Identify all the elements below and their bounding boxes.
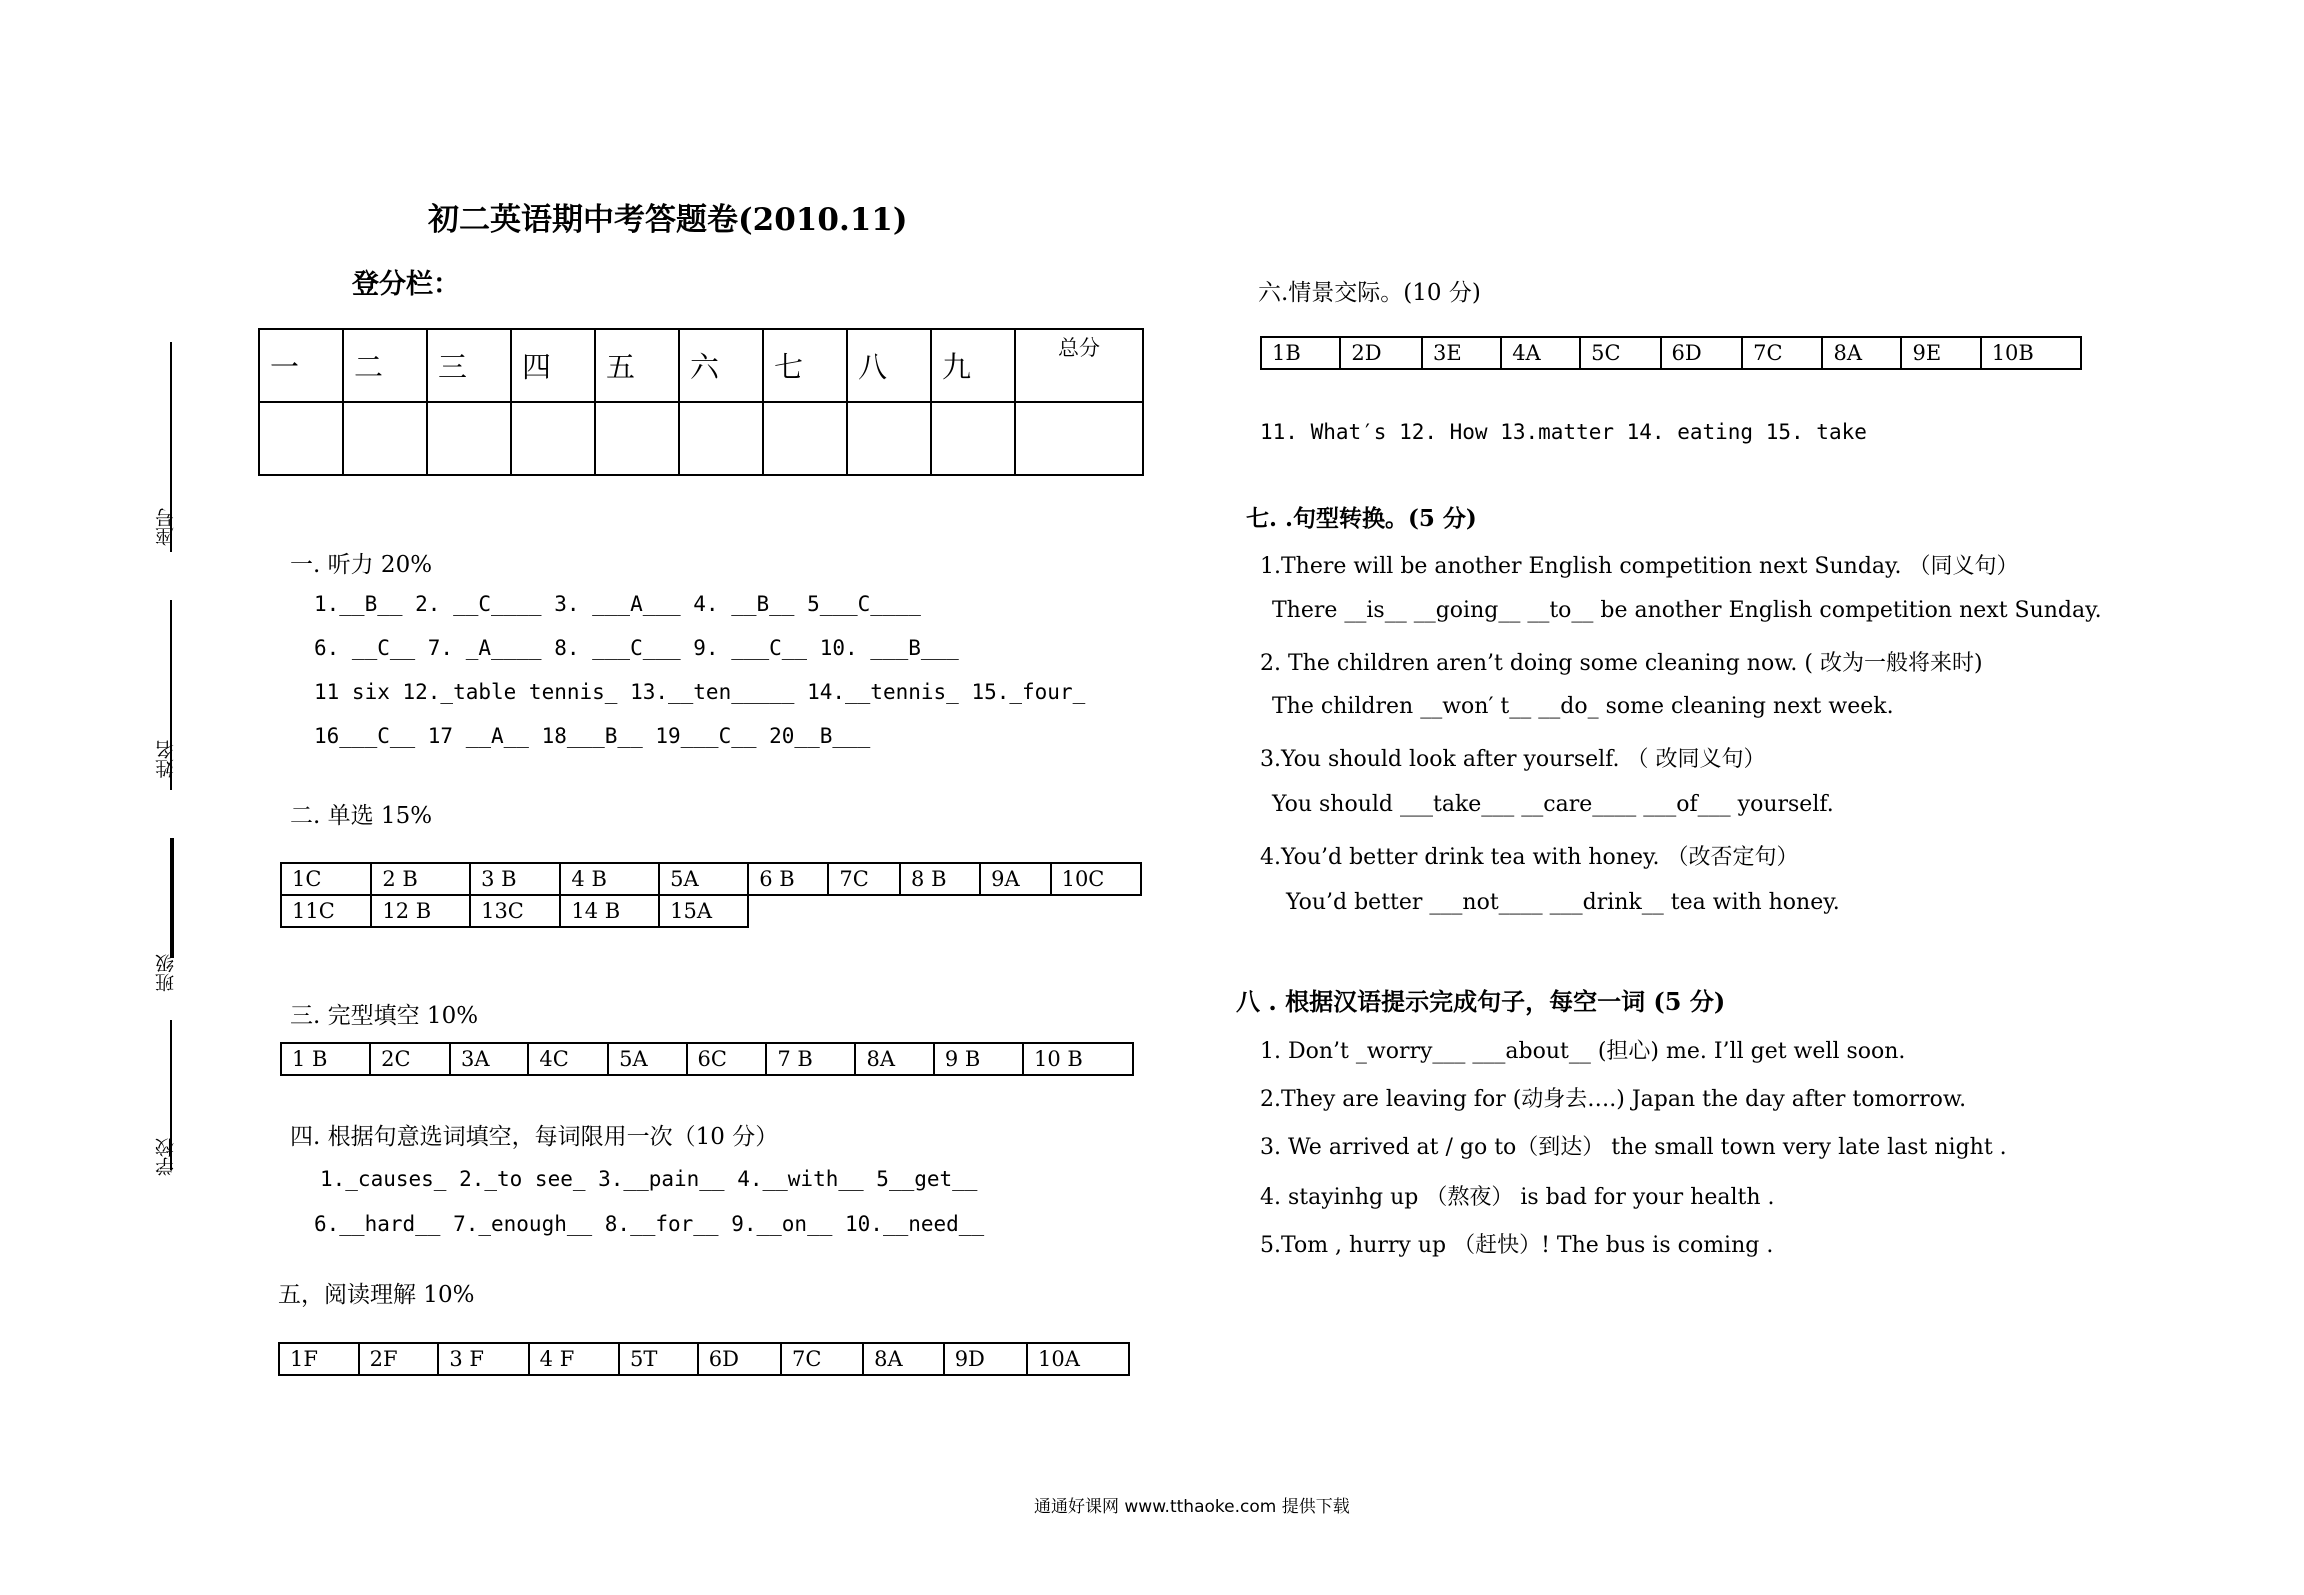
answer-cell: 8A <box>863 1343 944 1375</box>
section8-line-5: 5.Tom , hurry up （赶快）! The bus is coming . <box>1260 1233 1774 1258</box>
section6-heading: 六.情景交际。(10 分) <box>1258 280 1481 306</box>
footer-text: 通通好课网 www.tthaoke.com 提供下载 <box>1034 1497 1350 1517</box>
answer-cell: 3 B <box>470 863 560 895</box>
answer-cell: 3A <box>450 1043 528 1075</box>
answer-cell: 4 F <box>529 1343 619 1375</box>
section7-line-3: 2. The children aren’t doing some cleaning now. ( 改为一般将来时) <box>1260 651 1983 676</box>
section5-answer-table <box>278 1342 1130 1376</box>
section2-answer-table <box>280 862 1142 928</box>
answer-cell: 10C <box>1051 863 1141 895</box>
seat-label: 座号 <box>155 508 177 546</box>
answer-cell: 1F <box>279 1343 359 1375</box>
answer-cell: 10 B <box>1023 1043 1133 1075</box>
name-label: 姓名 <box>155 740 177 778</box>
answer-cell: 9A <box>980 863 1050 895</box>
section7-line-6: You should ___take___ __care____ ___of___ yourself. <box>1272 792 1834 817</box>
section8-line-4: 4. stayinhg up （熬夜） is bad for your health . <box>1260 1185 1775 1210</box>
section2-heading: 二. 单选 15% <box>290 803 433 829</box>
answer-cell: 9E <box>1901 337 1980 369</box>
score-header-7: 七 <box>763 329 847 402</box>
answer-cell: 4 B <box>560 863 659 895</box>
answer-cell: 8A <box>855 1043 933 1075</box>
score-cell[interactable] <box>343 402 427 475</box>
score-cell[interactable] <box>511 402 595 475</box>
section7-line-1: 1.There will be another English competition next Sunday. （同义句） <box>1260 554 2019 579</box>
section6-answer-table <box>1260 336 2082 370</box>
class-label: 班级 <box>155 954 177 992</box>
section7-line-2: There __is__ __going__ __to__ be another English competition next Sunday. <box>1272 598 2102 623</box>
score-header-8: 八 <box>847 329 931 402</box>
score-table <box>258 328 1144 476</box>
answer-cell: 5C <box>1580 337 1660 369</box>
section7-heading: 七. .句型转换。(5 分) <box>1246 505 1477 532</box>
answer-cell: 2D <box>1340 337 1422 369</box>
score-cell[interactable] <box>847 402 931 475</box>
score-header-4: 四 <box>511 329 595 402</box>
score-header-3: 三 <box>427 329 511 402</box>
score-cell[interactable] <box>679 402 763 475</box>
answer-cell: 5T <box>619 1343 698 1375</box>
answer-cell: 3 F <box>438 1343 528 1375</box>
answer-cell: 14 B <box>560 895 659 927</box>
empty-cell <box>980 895 1050 927</box>
answer-cell: 1B <box>1261 337 1340 369</box>
section5-heading: 五，阅读理解 10% <box>278 1282 475 1308</box>
section3-heading: 三. 完型填空 10% <box>290 1003 479 1029</box>
empty-cell <box>900 895 980 927</box>
answer-cell: 6D <box>1661 337 1743 369</box>
empty-cell <box>828 895 900 927</box>
answer-cell: 9 B <box>934 1043 1023 1075</box>
empty-cell <box>748 895 828 927</box>
score-header-6: 六 <box>679 329 763 402</box>
school-label: 学校 <box>155 1138 177 1176</box>
score-header-total: 总分 <box>1015 329 1143 402</box>
answer-cell: 13C <box>470 895 560 927</box>
section7-line-4: The children __won′ t__ __do_ some cleaning next week. <box>1272 694 1894 719</box>
answer-cell: 5A <box>659 863 748 895</box>
answer-cell: 7C <box>828 863 900 895</box>
answer-cell: 7 B <box>766 1043 855 1075</box>
answer-cell: 6C <box>687 1043 767 1075</box>
section8-line-2: 2.They are leaving for (动身去….) Japan the day after tomorrow. <box>1260 1087 1967 1112</box>
section1-row-2: 6. __C__ 7. _A____ 8. ___C___ 9. ___C__ 10. ___B___ <box>314 636 959 660</box>
answer-cell: 3E <box>1422 337 1501 369</box>
section7-line-7: 4.You’d better drink tea with honey. （改否定句） <box>1260 845 1799 870</box>
section1-row-1: 1.__B__ 2. __C____ 3. ___A___ 4. __B__ 5___C____ <box>314 592 921 616</box>
score-cell[interactable] <box>427 402 511 475</box>
answer-cell: 8 B <box>900 863 980 895</box>
answer-cell: 7C <box>1742 337 1822 369</box>
score-cell[interactable] <box>1015 402 1143 475</box>
answer-cell: 10A <box>1027 1343 1129 1375</box>
section4-row-1: 1._causes_ 2._to see_ 3.__pain__ 4.__with__ 5__get__ <box>320 1167 978 1191</box>
answer-cell: 1C <box>281 863 371 895</box>
answer-cell: 15A <box>659 895 748 927</box>
section8-line-1: 1. Don’t _worry___ ___about__ (担心) me. I’ll get well soon. <box>1260 1039 1906 1064</box>
score-cell[interactable] <box>259 402 343 475</box>
answer-cell: 4A <box>1501 337 1580 369</box>
answer-cell: 10B <box>1981 337 2081 369</box>
answer-cell: 8A <box>1822 337 1901 369</box>
answer-cell: 2C <box>370 1043 450 1075</box>
page-title: 初二英语期中考答题卷(2010.11) <box>428 202 908 238</box>
answer-cell: 7C <box>781 1343 863 1375</box>
section7-line-5: 3.You should look after yourself. （ 改同义句） <box>1260 747 1766 772</box>
section8-line-3: 3. We arrived at / go to（到达） the small town very late last night . <box>1260 1135 2007 1160</box>
score-cell[interactable] <box>763 402 847 475</box>
answer-cell: 4C <box>528 1043 608 1075</box>
section7-line-8: You’d better ___not____ ___drink__ tea with honey. <box>1286 890 1840 915</box>
answer-cell: 9D <box>944 1343 1027 1375</box>
score-cell[interactable] <box>595 402 679 475</box>
section4-heading: 四. 根据句意选词填空，每词限用一次（10 分） <box>290 1124 779 1150</box>
score-label: 登分栏： <box>352 269 460 300</box>
class-line <box>170 838 174 958</box>
section3-answer-table <box>280 1042 1134 1076</box>
score-header-5: 五 <box>595 329 679 402</box>
answer-cell: 12 B <box>371 895 470 927</box>
answer-cell: 2 B <box>371 863 470 895</box>
answer-cell: 6 B <box>748 863 828 895</box>
answer-cell: 6D <box>698 1343 781 1375</box>
section1-row-3: 11 six 12._table tennis_ 13.__ten_____ 14.__tennis_ 15._four_ <box>314 680 1086 704</box>
section4-row-2: 6.__hard__ 7._enough__ 8.__for__ 9.__on__ 10.__need__ <box>314 1212 985 1236</box>
section1-row-4: 16___C__ 17 __A__ 18___B__ 19___C__ 20__B___ <box>314 724 871 748</box>
score-header-9: 九 <box>931 329 1015 402</box>
answer-cell: 5A <box>608 1043 686 1075</box>
answer-cell: 2F <box>359 1343 439 1375</box>
answer-cell: 1 B <box>281 1043 370 1075</box>
section1-heading: 一. 听力 20% <box>290 552 433 578</box>
section8-heading: 八 . 根据汉语提示完成句子，每空一词 (5 分) <box>1236 987 1726 1016</box>
score-cell[interactable] <box>931 402 1015 475</box>
score-header-2: 二 <box>343 329 427 402</box>
answer-cell: 11C <box>281 895 371 927</box>
empty-cell <box>1051 895 1141 927</box>
section6-line: 11. What′s 12. How 13.matter 14. eating 15. take <box>1260 420 1867 444</box>
score-header-1: 一 <box>259 329 343 402</box>
